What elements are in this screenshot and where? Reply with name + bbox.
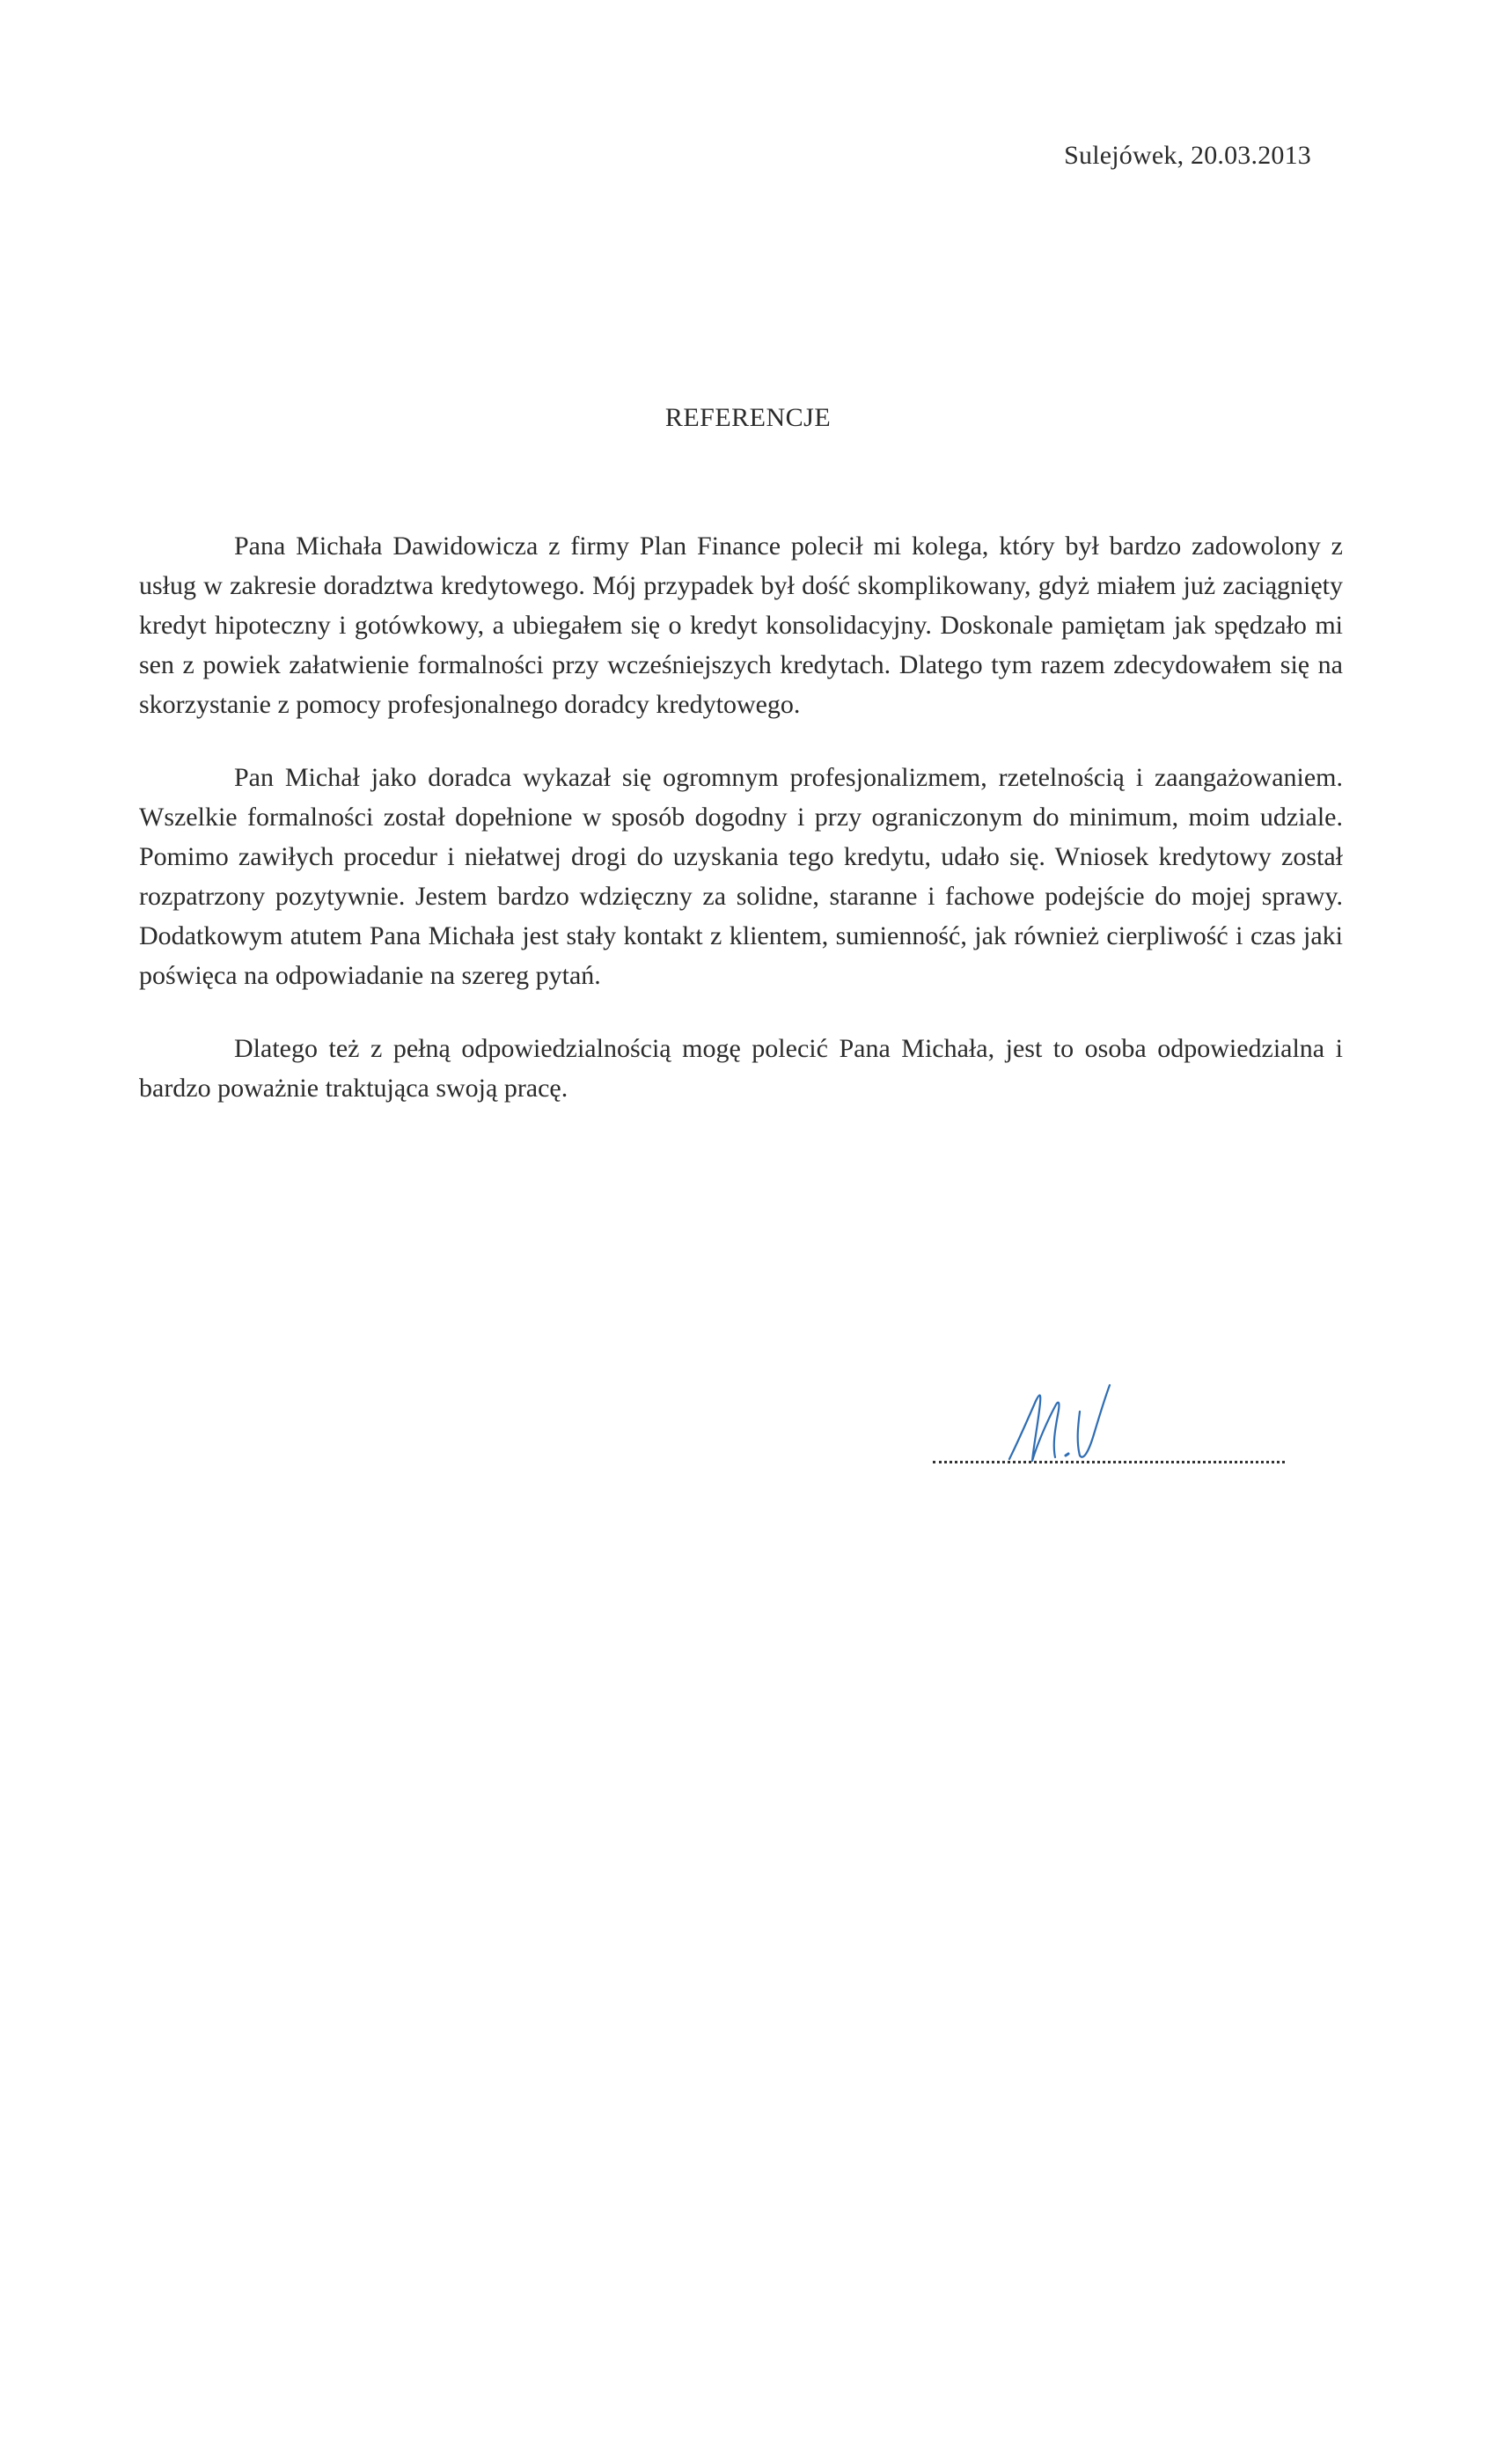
paragraph-1: Pana Michała Dawidowicza z firmy Plan Finance polecił mi kolega, który był bardzo zadowolony z usług w zakresie doradztwa kredytowego. Mój przypadek był dość skomplikowany, gdyż miałem już zaciągnięty kredyt hipoteczny i gotówkowy, a ubiegałem się o kredyt konsolidacyjny. Doskonale pamiętam jak spędzało mi sen z powiek załatwienie formalności przy wcześniejszych kredytach. Dlatego tym razem zdecydowałem się na skorzystanie z pomocy profesjonalnego doradcy kredytowego. [139, 532, 1343, 719]
document-title: REFERENCJE [664, 403, 832, 432]
place-and-date: Sulejówek, 20.03.2013 [1064, 141, 1311, 170]
handwritten-signature [999, 1373, 1157, 1470]
paragraph-2: Pan Michał jako doradca wykazał się ogromnym profesjonalizmem, rzetelnością i zaangażowaniem. Wszelkie formalności został dopełnione w sposób dogodny i przy ograniczonym do minimum, moim udziale. Pomimo zawiłych procedur i niełatwej drogi do uzyskania tego kredytu, udało się. Wniosek kredytowy został rozpatrzony pozytywnie. Jestem bardzo wdzięczny za solidne, staranne i fachowe podejście do mojej sprawy. Dodatkowym atutem Pana Michała jest stały kontakt z klientem, sumienność, jak również cierpliwość i czas jaki poświęca na odpowiadanie na szereg pytań. [139, 763, 1343, 990]
signature-dotted-line [933, 1461, 1285, 1463]
signature-block [933, 1373, 1294, 1478]
letter-body [139, 526, 1343, 1141]
paragraph-3: Dlatego też z pełną odpowiedzialnością mogę polecić Pana Michała, jest to osoba odpowiedzialna i bardzo poważnie traktująca swoją pracę. [139, 1034, 1343, 1103]
